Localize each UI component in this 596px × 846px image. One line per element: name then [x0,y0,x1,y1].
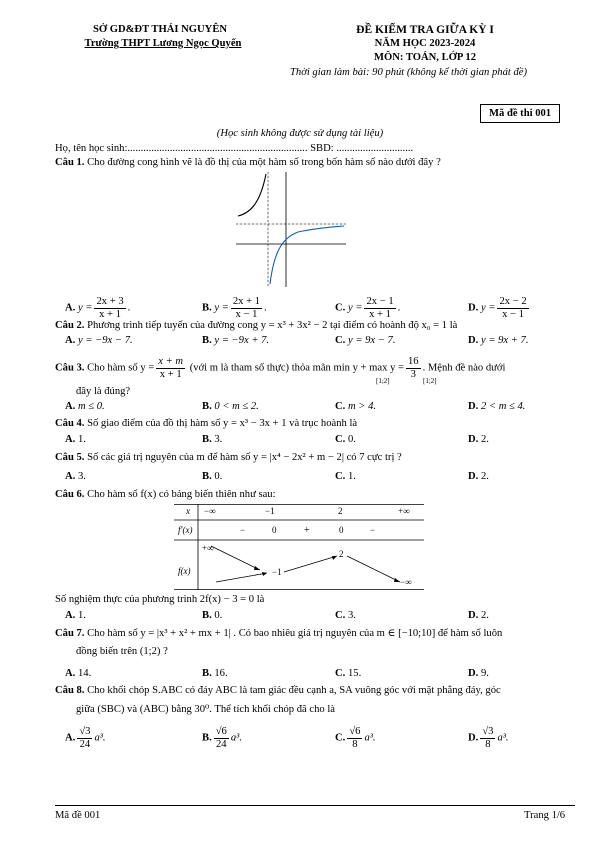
note: (Học sinh không được sử dụng tài liệu) [216,128,384,139]
q8-options [65,722,545,754]
student-line: Họ, tên học sinh:.................................................................... SBD: ............................. [55,143,414,154]
q8-option-d: D. $\frac{√3}{8}$ a³. [468,726,509,750]
q6-fp-2: + [304,525,310,536]
q6-fp-1: 0 [272,525,277,535]
q6-question: Số nghiệm thực của phương trình 2f(x) − 3 = 0 là [55,594,265,605]
question-3: Câu 3. Cho hàm số y = $\frac{x + m}{x + 1}$ (với m là tham số thực) thỏa mãn min y + max y = $\frac{16}{3}$ . Mệnh đề nào dưới [55,356,506,380]
question-5: Câu 5. Số các giá trị nguyên của m để hàm số y = |x⁴ − 2x² + m − 2| có 7 cực trị ? [55,452,402,463]
q1-option-d: D. y = $\frac{2x - 2}{x - 1}$ [468,296,527,320]
q8-line2: giữa (SBC) và (ABC) bằng 30⁰. Thể tích khối chóp đã cho là [76,704,335,715]
exam-subject: MÔN: TOÁN, LỚP 12 [373,52,477,63]
q6-x-0: −∞ [204,506,216,516]
q1-options [65,289,545,319]
q7-line2: đồng biến trên (1;2) ? [76,646,168,657]
q3-min-sub: [1;2] [376,377,390,385]
question-2: Câu 2. Phương trình tiếp tuyến của đường cong y = x³ + 3x² − 2 tại điểm có hoành độ x₀ = 1 là [55,320,458,331]
q1-graph [236,172,346,287]
footer-rule [55,805,575,806]
question-4: Câu 4. Số giao điểm của đồ thị hàm số y = x³ − 3x + 1 và trục hoành là [55,418,358,429]
exam-code-box: Mã đề thi 001 [480,104,560,123]
q6-f-2: 2 [339,549,344,559]
question-7: Câu 7. Cho hàm số y = |x³ + x² + mx + 1| . Có bao nhiêu giá trị nguyên của m ∈ [−10;10] để hàm số luôn [55,628,503,639]
q1-option-a: A. y = $\frac{2x + 3}{x + 1}$ . [65,296,131,320]
exam-year: NĂM HỌC 2023-2024 [374,38,476,49]
q6-row-fp: f′(x) [178,525,193,535]
q3-line2: đây là đúng? [76,386,131,397]
q1-option-c: C. y = $\frac{2x - 1}{x + 1}$ . [335,296,401,320]
org-name: SỞ GD&ĐT THÁI NGUYÊN [92,24,228,35]
question-1: Câu 1. Cho đường cong hình vẽ là đồ thị của một hàm số trong bốn hàm số nào dưới đây ? [55,157,441,168]
footer-page: Trang 1/6 [524,810,566,821]
q6-fp-0: − [240,525,246,535]
q6-f-1: −1 [272,567,282,577]
q6-f-0: +∞ [202,543,214,553]
exam-time: Thời gian làm bài: 90 phút (không kể thời gian phát đề) [290,67,527,78]
q1-option-b: B. y = $\frac{2x + 1}{x - 1}$ . [202,296,267,320]
q6-x-3: +∞ [398,506,410,516]
question-8: Câu 8. Cho khối chóp S.ABC có đáy ABC là tam giác đều cạnh a, SA vuông góc với mặt phẳng đáy, góc [55,685,501,696]
exam-title: ĐỀ KIỂM TRA GIỮA KỲ I [356,24,494,36]
footer-code: Mã đề 001 [55,810,101,821]
q8-option-c: C. $\frac{√6}{8}$ a³. [335,726,376,750]
q6-x-2: 2 [338,506,343,516]
q6-f-3: −∞ [400,577,412,587]
q6-row-f: f(x) [178,566,191,576]
school-name: Trường THPT Lương Ngọc Quyến [84,38,242,49]
q6-x-1: −1 [265,506,275,516]
q6-fp-4: − [370,525,376,535]
q6-fp-3: 0 [339,525,344,535]
q3-max-sub: [1;2] [423,377,437,385]
q8-option-b: B. $\frac{√6}{24}$ a³. [202,726,242,750]
q6-row-x: x [186,506,190,516]
q8-option-a: A. $\frac{√3}{24}$ a³. [65,726,106,750]
question-6: Câu 6. Cho hàm số f(x) có bảng biến thiên như sau: [55,489,276,500]
